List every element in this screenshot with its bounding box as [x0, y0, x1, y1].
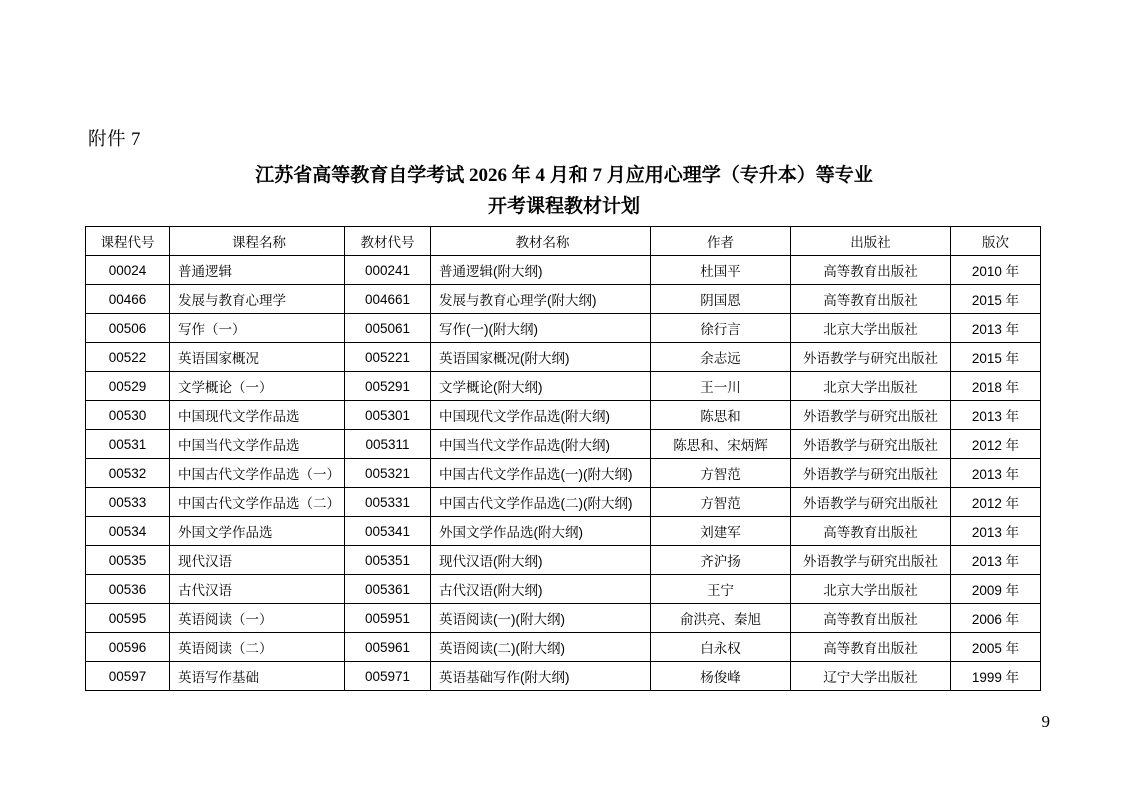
cell-course-name: 现代汉语 [170, 546, 345, 575]
cell-edition: 2013 年 [951, 517, 1041, 546]
cell-publisher: 北京大学出版社 [791, 314, 951, 343]
table-row [86, 604, 1041, 633]
cell-course-name: 中国现代文学作品选 [170, 401, 345, 430]
table-row [86, 488, 1041, 517]
cell-publisher: 北京大学出版社 [791, 575, 951, 604]
cell-material-name: 文学概论(附大纲) [431, 372, 651, 401]
table-row [86, 546, 1041, 575]
cell-edition: 2005 年 [951, 633, 1041, 662]
cell-author: 陈思和、宋炳辉 [651, 430, 791, 459]
cell-publisher: 外语教学与研究出版社 [791, 546, 951, 575]
cell-edition: 2013 年 [951, 459, 1041, 488]
cell-course-name: 中国古代文学作品选（一） [170, 459, 345, 488]
header-course-code: 课程代号 [86, 227, 170, 256]
cell-author: 阴国恩 [651, 285, 791, 314]
cell-edition: 2010 年 [951, 256, 1041, 285]
cell-material-code: 005301 [345, 401, 431, 430]
cell-course-code: 00466 [86, 285, 170, 314]
cell-publisher: 外语教学与研究出版社 [791, 430, 951, 459]
cell-course-name: 发展与教育心理学 [170, 285, 345, 314]
cell-material-code: 005361 [345, 575, 431, 604]
cell-edition: 2013 年 [951, 314, 1041, 343]
cell-edition: 2009 年 [951, 575, 1041, 604]
cell-material-code: 005351 [345, 546, 431, 575]
cell-material-name: 英语国家概况(附大纲) [431, 343, 651, 372]
cell-edition: 2015 年 [951, 343, 1041, 372]
table-row [86, 343, 1041, 372]
cell-publisher: 外语教学与研究出版社 [791, 343, 951, 372]
cell-author: 方智范 [651, 459, 791, 488]
cell-course-code: 00536 [86, 575, 170, 604]
cell-edition: 1999 年 [951, 662, 1041, 691]
cell-material-code: 005291 [345, 372, 431, 401]
cell-publisher: 高等教育出版社 [791, 604, 951, 633]
cell-course-code: 00534 [86, 517, 170, 546]
cell-material-name: 英语阅读(二)(附大纲) [431, 633, 651, 662]
page-title-line1: 江苏省高等教育自学考试 2026 年 4 月和 7 月应用心理学（专升本）等专业 [255, 165, 873, 186]
table-row [86, 285, 1041, 314]
cell-material-name: 普通逻辑(附大纲) [431, 256, 651, 285]
cell-material-name: 中国古代文学作品选(一)(附大纲) [431, 459, 651, 488]
cell-author: 白永权 [651, 633, 791, 662]
cell-author: 余志远 [651, 343, 791, 372]
table-row [86, 256, 1041, 285]
cell-course-name: 英语国家概况 [170, 343, 345, 372]
cell-material-name: 英语基础写作(附大纲) [431, 662, 651, 691]
cell-author: 陈思和 [651, 401, 791, 430]
cell-edition: 2012 年 [951, 488, 1041, 517]
cell-author: 刘建军 [651, 517, 791, 546]
header-author: 作者 [651, 227, 791, 256]
cell-publisher: 高等教育出版社 [791, 256, 951, 285]
cell-publisher: 高等教育出版社 [791, 633, 951, 662]
cell-material-code: 005961 [345, 633, 431, 662]
table-row [86, 517, 1041, 546]
cell-author: 徐行言 [651, 314, 791, 343]
cell-edition: 2015 年 [951, 285, 1041, 314]
header-material-code: 教材代号 [345, 227, 431, 256]
table-row [86, 575, 1041, 604]
cell-course-name: 外国文学作品选 [170, 517, 345, 546]
header-edition: 版次 [951, 227, 1041, 256]
cell-course-code: 00595 [86, 604, 170, 633]
cell-material-code: 005341 [345, 517, 431, 546]
cell-material-name: 中国当代文学作品选(附大纲) [431, 430, 651, 459]
page-title-line2: 开考课程教材计划 [487, 196, 640, 217]
cell-author: 齐沪扬 [651, 546, 791, 575]
table-header-row [86, 227, 1041, 256]
header-material-name: 教材名称 [431, 227, 651, 256]
cell-course-name: 文学概论（一） [170, 372, 345, 401]
cell-material-name: 英语阅读(一)(附大纲) [431, 604, 651, 633]
cell-course-code: 00024 [86, 256, 170, 285]
cell-material-name: 现代汉语(附大纲) [431, 546, 651, 575]
cell-material-code: 005971 [345, 662, 431, 691]
cell-material-name: 写作(一)(附大纲) [431, 314, 651, 343]
cell-publisher: 高等教育出版社 [791, 285, 951, 314]
cell-course-name: 英语阅读（一） [170, 604, 345, 633]
cell-publisher: 外语教学与研究出版社 [791, 401, 951, 430]
cell-course-name: 英语阅读（二） [170, 633, 345, 662]
cell-author: 杨俊峰 [651, 662, 791, 691]
cell-material-code: 005321 [345, 459, 431, 488]
cell-material-code: 004661 [345, 285, 431, 314]
table-row [86, 633, 1041, 662]
cell-course-code: 00596 [86, 633, 170, 662]
cell-course-code: 00531 [86, 430, 170, 459]
cell-course-name: 中国古代文学作品选（二） [170, 488, 345, 517]
table-row [86, 662, 1041, 691]
cell-course-code: 00506 [86, 314, 170, 343]
attachment-label: 附件 7 [88, 130, 141, 150]
table-row [86, 430, 1041, 459]
table-row [86, 314, 1041, 343]
cell-course-code: 00532 [86, 459, 170, 488]
cell-course-code: 00535 [86, 546, 170, 575]
cell-course-code: 00533 [86, 488, 170, 517]
cell-course-code: 00597 [86, 662, 170, 691]
cell-course-code: 00529 [86, 372, 170, 401]
cell-publisher: 外语教学与研究出版社 [791, 488, 951, 517]
table-row [86, 459, 1041, 488]
cell-material-code: 005061 [345, 314, 431, 343]
cell-material-name: 古代汉语(附大纲) [431, 575, 651, 604]
table-row [86, 401, 1041, 430]
cell-edition: 2013 年 [951, 401, 1041, 430]
cell-course-name: 普通逻辑 [170, 256, 345, 285]
cell-publisher: 外语教学与研究出版社 [791, 459, 951, 488]
cell-author: 杜国平 [651, 256, 791, 285]
header-publisher: 出版社 [791, 227, 951, 256]
cell-edition: 2013 年 [951, 546, 1041, 575]
cell-material-code: 005951 [345, 604, 431, 633]
cell-author: 王宁 [651, 575, 791, 604]
header-course-name: 课程名称 [170, 227, 345, 256]
cell-publisher: 北京大学出版社 [791, 372, 951, 401]
cell-course-name: 中国当代文学作品选 [170, 430, 345, 459]
cell-material-name: 发展与教育心理学(附大纲) [431, 285, 651, 314]
cell-course-name: 英语写作基础 [170, 662, 345, 691]
cell-edition: 2006 年 [951, 604, 1041, 633]
cell-publisher: 高等教育出版社 [791, 517, 951, 546]
cell-course-code: 00522 [86, 343, 170, 372]
cell-course-code: 00530 [86, 401, 170, 430]
cell-publisher: 辽宁大学出版社 [791, 662, 951, 691]
cell-material-name: 外国文学作品选(附大纲) [431, 517, 651, 546]
cell-material-code: 005331 [345, 488, 431, 517]
cell-edition: 2012 年 [951, 430, 1041, 459]
cell-edition: 2018 年 [951, 372, 1041, 401]
cell-author: 方智范 [651, 488, 791, 517]
cell-course-name: 写作（一） [170, 314, 345, 343]
page-title [88, 160, 1040, 222]
course-textbook-table [85, 226, 1041, 691]
cell-course-name: 古代汉语 [170, 575, 345, 604]
cell-author: 俞洪亮、秦旭 [651, 604, 791, 633]
cell-material-code: 005311 [345, 430, 431, 459]
cell-author: 王一川 [651, 372, 791, 401]
cell-material-code: 000241 [345, 256, 431, 285]
page-number: 9 [1041, 712, 1050, 731]
cell-material-name: 中国现代文学作品选(附大纲) [431, 401, 651, 430]
cell-material-code: 005221 [345, 343, 431, 372]
cell-material-name: 中国古代文学作品选(二)(附大纲) [431, 488, 651, 517]
table-row [86, 372, 1041, 401]
